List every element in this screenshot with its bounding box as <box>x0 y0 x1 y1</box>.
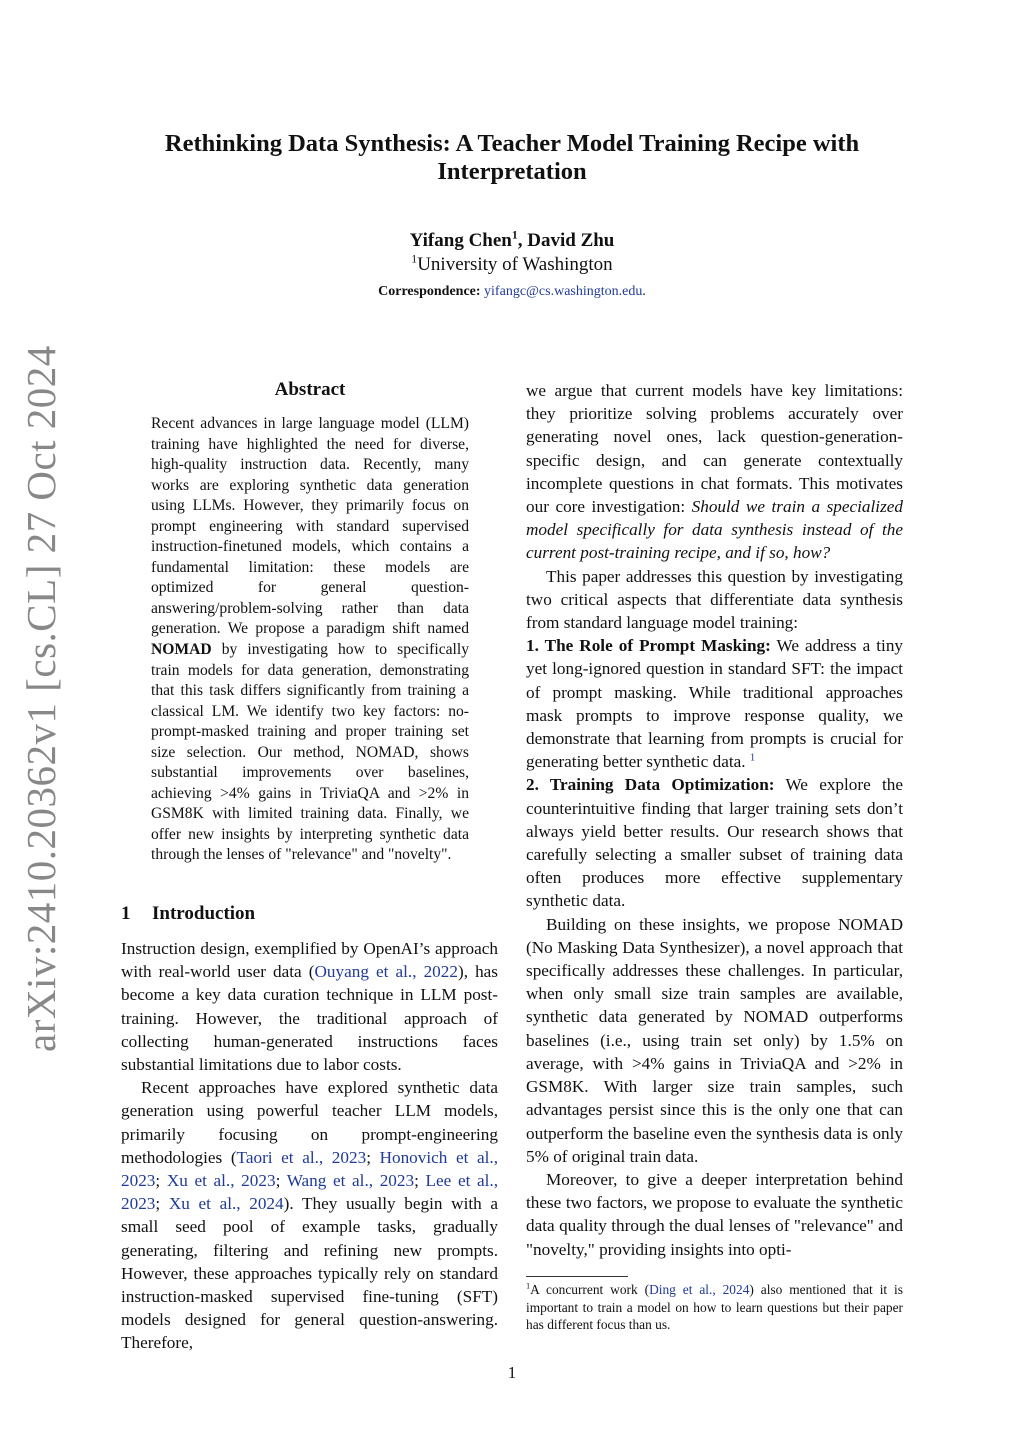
citation-link[interactable]: Wang et al., 2023 <box>286 1171 415 1191</box>
paragraph <box>526 634 903 773</box>
text-run: ). They usually begin with a small seed pool of example tasks, gradually generating, filtering and refining new prompts. However, these approaches typically rely on standard instruction-masked supervised fine-tuning (SFT) models designed for general question-answering. Therefore, <box>121 1194 499 1353</box>
paragraph: Moreover, to give a deeper interpretation behind these two factors, we propose to evaluate the synthetic data quality through the dual lenses of "relevance" and "novelty," providing insights into opti- <box>526 1169 903 1259</box>
author-list <box>120 230 904 252</box>
text-run: ) also mentioned that it is important to train a model on how to learn questions but their paper has different focus than us. <box>526 1282 903 1332</box>
citation-link[interactable]: Xu et al., 2024 <box>168 1194 284 1214</box>
text-run: Recent approaches have explored synthetic data generation using powerful teacher LLM models, primarily focusing on prompt-engineering methodologies ( <box>121 1078 498 1167</box>
paragraph: Building on these insights, we propose NOMAD (No Masking Data Synthesizer), a novel approach that specifically addresses these challenges. In particular, when only small size train samples are available, synthetic data generated by NOMAD outperforms baselines (i.e., using train set only) by 1.5% on average, with >4% gains in TriviaQA and >2% in GSM8K. With larger size train samples, such advantages persist since this is the only one that can outperform the baseline even the synthesis data is only 5% of original train data. <box>526 914 903 1166</box>
separator: ; <box>155 1171 167 1191</box>
author-separator: , <box>517 230 528 251</box>
citation-link[interactable]: Ding et al., 2024 <box>649 1282 750 1297</box>
item-heading: 1. The Role of Prompt Masking: <box>526 636 771 656</box>
correspondence-label: Correspondence: <box>378 284 481 299</box>
text-run: we argue that current models have key limitations: they prioritize solving problems accurately over generating novel ones, lack question-generation-specific design, and can generate contextually incomplete questions in chat formats. This motivates our core investigation: <box>526 381 903 517</box>
item-heading: 2. Training Data Optimization: <box>526 775 775 795</box>
text-run: ), has become a key data curation technique in LLM post-training. However, the traditional approach of collecting human-generated instructions faces substantial limitations due to labor costs. <box>121 962 498 1075</box>
abstract-part: by investigating how to specifically train models for data generation, demonstrating that this task differs significantly from training a classical LM. We identify two key factors: no-prompt-masked training and proper training set size selection. Our method, NOMAD, shows substantial improvements over baselines, achieving >4% gains in TriviaQA and >2% in GSM8K with limited training data. Finally, we offer new insights by interpreting synthetic data through the lenses of "relevance" and "novelty". <box>151 641 469 864</box>
paper-title: Rethinking Data Synthesis: A Teacher Model Training Recipe with Interpretation <box>164 130 860 185</box>
footnote-rule <box>526 1276 628 1277</box>
arxiv-stamp: arXiv:2410.20362v1 [cs.CL] 27 Oct 2024 <box>18 345 64 1052</box>
section-number: 1 <box>121 903 131 924</box>
correspondence-end: . <box>642 284 646 299</box>
affiliation-mark: 1 <box>411 252 418 266</box>
email-link[interactable]: yifangc@cs.washington.edu <box>484 284 643 299</box>
affiliation <box>120 254 904 276</box>
text-run: Instruction design, exemplified by OpenAI’s approach with real-world user data ( <box>121 939 498 982</box>
abstract-text <box>151 414 469 866</box>
right-column <box>526 379 903 1261</box>
paragraph <box>121 1076 498 1354</box>
citation-link[interactable]: Ouyang et al., 2022 <box>314 962 458 982</box>
correspondence <box>120 284 904 300</box>
footnote-marker[interactable]: 1 <box>749 752 756 764</box>
text-run: A concurrent work ( <box>530 1282 650 1297</box>
page-number: 1 <box>507 1363 517 1382</box>
text-run: We address a tiny yet long-ignored question in standard SFT: the impact of prompt masking. While traditional approaches mask prompts to improve response quality, we demonstrate that learning from prompts is crucial for generating better synthetic data. <box>526 636 904 772</box>
section-title: Introduction <box>152 903 256 924</box>
abstract-part: Recent advances in large language model (LLM) training have highlighted the need for diverse, high-quality instruction data. Recently, many works are exploring synthetic data generation using LLMs. However, they primarily focus on prompt engineering with standard supervised instruction-finetuned models, which contains a fundamental limitation: these models are optimized for general question-answering/problem-solving rather than data generation. We propose a paradigm shift named <box>151 415 469 638</box>
separator: ; <box>155 1194 169 1214</box>
citation-link[interactable]: Taori et al., 2023 <box>236 1147 367 1167</box>
section-heading <box>121 903 501 925</box>
left-column <box>121 937 498 1355</box>
paragraph: This paper addresses this question by investigating two critical aspects that differentiate data synthesis from standard language model training: <box>526 566 903 633</box>
affiliation-mark: 1 <box>511 228 518 242</box>
paragraph <box>121 937 498 1076</box>
paragraph <box>526 773 903 912</box>
separator: ; <box>414 1171 426 1191</box>
affiliation-name: University of Washington <box>417 254 613 275</box>
separator: ; <box>275 1171 287 1191</box>
method-name: NOMAD <box>151 641 212 659</box>
abstract-heading: Abstract <box>274 379 346 400</box>
research-question: Should we train a specialized model specifically for data synthesis instead of the current post-training recipe, and if so, how? <box>526 497 903 563</box>
text-run: We explore the counterintuitive finding that larger training sets don’t always yield better results. Our research shows that carefully selecting a smaller subset of training data often produces more effective supplementary synthetic data. <box>526 775 903 911</box>
citation-link[interactable]: Lee et al., 2023 <box>121 1171 498 1214</box>
author-name: Yifang Chen <box>409 230 512 251</box>
citation-link[interactable]: Honovich et al., 2023 <box>121 1147 498 1191</box>
separator: ; <box>366 1147 380 1167</box>
footnote-mark: 1 <box>526 1281 531 1291</box>
author-name: David Zhu <box>527 230 615 251</box>
footnote <box>526 1281 903 1334</box>
paragraph <box>526 379 903 565</box>
citation-link[interactable]: Xu et al., 2023 <box>166 1171 276 1191</box>
